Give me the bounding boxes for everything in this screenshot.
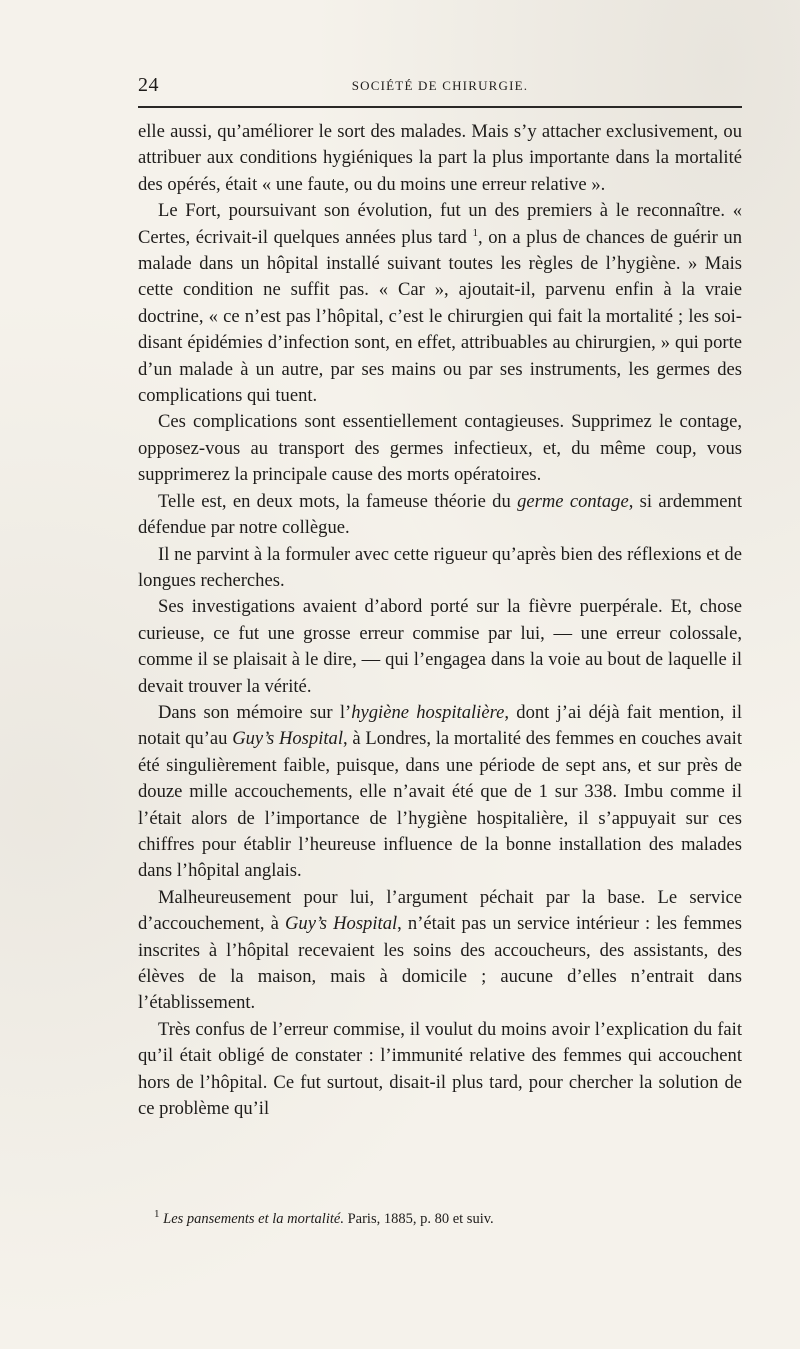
paragraph bbox=[138, 594, 742, 700]
running-head bbox=[138, 74, 742, 100]
paragraph bbox=[138, 198, 742, 409]
paragraph bbox=[138, 119, 742, 198]
text-run: Le Fort, poursuivant son évolution, fut un des premiers à le reconnaître. « Certes, écrivait-il quelques années plus tard bbox=[138, 200, 742, 248]
paragraph bbox=[138, 1017, 742, 1123]
italic-text: Guy’s Hospital bbox=[284, 913, 398, 935]
text-run: Très confus de l’erreur commise, il voulut du moins avoir l’explication du fait qu’il était obligé de constater : l’immunité relative des femmes qui accouchent hors de l’hôpital. Ce fut surtout, disait-il plus tard, pour chercher la solution de ce problème qu’il bbox=[138, 1018, 742, 1120]
text-run: Telle est, en deux mots, la fameuse théorie du bbox=[158, 490, 518, 512]
text-run: elle aussi, qu’améliorer le sort des malades. Mais s’y attacher exclusivement, ou attribuer aux conditions hygiéniques la part la plus importante dans la mortalité des opérés, était « une faute, ou du moins une erreur relative ». bbox=[138, 121, 742, 195]
text-run: Il ne parvint à la formuler avec cette rigueur qu’après bien des réflexions et de longues recherches. bbox=[138, 543, 742, 591]
footnote-citation: Paris, 1885, p. 80 et suiv. bbox=[343, 1211, 494, 1227]
text-run: Ces complications sont essentiellement contagieuses. Supprimez le contage, opposez-vous au transport des germes infectieux, et, du même coup, vous supprimerez la principale cause des morts opératoires. bbox=[138, 411, 742, 486]
text-run: Malheureusement pour lui, l’argument péchait par la base. Le service d’accouchement, à bbox=[138, 886, 742, 935]
page-number: 24 bbox=[138, 74, 159, 96]
paragraph bbox=[138, 489, 742, 542]
body-text bbox=[138, 119, 742, 1122]
running-head-title: SOCIÉTÉ DE CHIRURGIE. bbox=[351, 78, 529, 93]
text-run: , si ardemment défendue par notre collègue. bbox=[138, 490, 743, 539]
footnote-marker: 1 bbox=[154, 1208, 160, 1221]
paragraph bbox=[138, 409, 742, 488]
text-run: , n’était pas un service intérieur : les femmes inscrites à l’hôpital recevaient les soins des accoucheurs, des assistants, des élèves de la maison, mais à domicile ; aucune d’elles n’entrait dans l’établissement. bbox=[138, 913, 742, 1014]
paragraph bbox=[138, 542, 742, 595]
italic-text: hygiène hospitalière bbox=[351, 701, 505, 723]
italic-text: germe contage bbox=[517, 490, 629, 512]
paragraph bbox=[138, 885, 742, 1017]
footnote-reference: 1 bbox=[472, 226, 478, 239]
text-run: Ses investigations avaient d’abord porté sur la fièvre puerpérale. Et, chose curieuse, ce fut une grosse erreur commise par lui, — une erreur colossale, comme il se plaisait à le dire, — qui l’engagea dans la voie au bout de laquelle il devait trouver la vérité. bbox=[138, 596, 742, 697]
paragraph bbox=[138, 700, 742, 885]
italic-text: Guy’s Hospital bbox=[232, 728, 343, 750]
text-run: , dont j’ai déjà fait mention, il notait qu’au bbox=[138, 701, 742, 750]
text-run: , on a plus de chances de guérir un malade dans un hôpital installé suivant toutes les règles de l’hygiène. » Mais cette condition ne suffit pas. « Car », ajoutait-il, parvenu enfin à la vraie doctrine, « ce n’est pas l’hôpital, c’est le chirurgien qui fait la mortalité ; les soi-disant épidémies d’infection sont, en effet, attribuables au chirurgien, » qui porte d’un malade à un autre, par ses mains ou par ses instruments, les germes des complications qui tuent. bbox=[138, 226, 742, 407]
footnote-title: Les pansements et la mortalité. bbox=[163, 1211, 344, 1227]
footnote bbox=[154, 1209, 742, 1229]
text-run: , à Londres, la mortalité des femmes en couches avait été singulièrement faible, puisque, dans une période de sept ans, et sur près de douze mille accouchements, elle n’avait été que de 1 sur 338. Imbu comme il l’était alors de l’importance de l’hygiène hospitalière, il s’appuyait sur ces chiffres pour établir l’heureuse influence de la bonne installation des malades dans l’hôpital anglais. bbox=[138, 728, 742, 882]
header-rule bbox=[138, 106, 742, 108]
text-run: Dans son mémoire sur l’ bbox=[158, 701, 352, 723]
